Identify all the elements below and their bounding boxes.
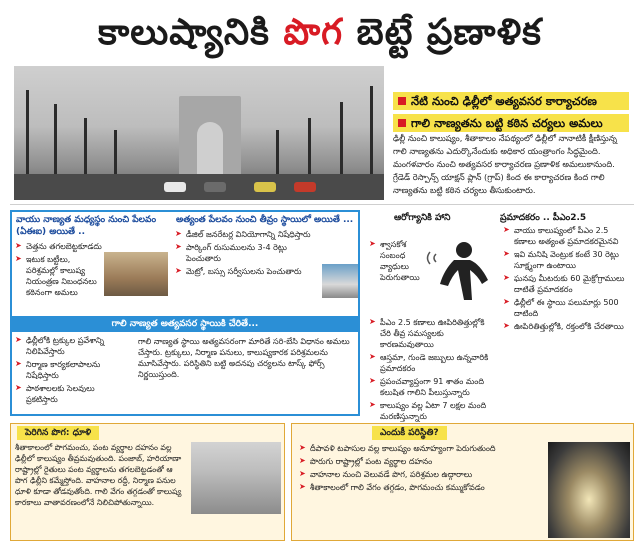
highlight-2: గాలి నాణ్యతను బట్టి కఠిన చర్యలు అమలు <box>393 114 629 132</box>
india-gate-smog-photo <box>14 66 384 200</box>
metro-train-photo <box>322 264 358 298</box>
brick-kiln-photo <box>104 252 168 296</box>
list-item: ➤ కాలుష్యం వల్ల ఏటా 7 లక్షల మంది మరణిస్తున్నారు <box>366 399 494 423</box>
action-plan-box <box>10 210 360 416</box>
emergency-section <box>12 334 358 414</box>
poor-level-title: వాయు నాణ్యత మధ్యస్థం నుంచి పేలవం (ఏఈఐ) అయితే .. <box>16 215 157 237</box>
why-header: ఎందుకీ పరిస్థితి? <box>372 426 447 440</box>
list-item: ➤ ఢిల్లీలోకి ట్రక్కుల ప్రవేశాన్ని నిలిపివేస్తారు <box>12 334 132 358</box>
coughing-person-icon <box>424 240 492 314</box>
emergency-bar: గాలి నాణ్యత అత్యవసర స్థాయికి చేరితే... <box>12 316 358 332</box>
list-item: ➤ ఊపిరితిత్తుల్లోకి, రక్తంలోకి చేరతాయి <box>500 320 634 333</box>
list-item: ➤ దీపావళి టపాసుల వల్ల కాలుష్యం అనూహ్యంగా పెరుగుతుంది <box>296 442 544 455</box>
smoke-dust-header: పెరిగిన పొగ: ధూళి <box>17 426 99 440</box>
list-item: ➤ ఆస్తమా, గుండె జబ్బులు ఉన్నవారికి ప్రమాదకరం <box>366 351 494 375</box>
list-item: ➤ ఇవి మనిషి వెంట్రుక కంటే 30 రెట్లు సూక్ష్మంగా ఉంటాయి <box>500 248 634 272</box>
list-item: ➤ మెట్రో, బస్సు సర్వీసులను పెంచుతారు <box>172 265 318 278</box>
list-item: ➤ శీతాకాలంలో గాలి వేగం తగ్గడం, పొగమంచు కమ్ముకోవడం <box>296 481 544 494</box>
smoke-dust-text: శీతాకాలంలో పొగమంచు, పంట వ్యర్థాల దహనం వల్ల ఢిల్లీలో కాలుష్యం తీవ్రమవుతుంది. పంజాబ్, హరియాణా రాష్ట్రాల్లో రైతులు పంట వ్యర్థాలను తగలబెట్టడంతో ఆ పొగ ఢిల్లీని కమ్మేస్తోంది. వాహనాల రద్దీ, నిర్మాణ పనుల ధూళి కూడా తోడవుతోంది. గాలి వేగం తగ్గడంతో కాలుష్య కారకాలు వాతావరణంలోనే నిలిచిపోతున్నాయి. <box>15 443 182 507</box>
list-item: ➤ వాహనాల నుంచి వెలువడే పొగ, పరిశ్రమల ఉద్గారాలు <box>296 468 544 481</box>
emergency-list <box>12 334 132 414</box>
pm25-column <box>500 212 634 417</box>
severe-level-column <box>172 212 360 316</box>
list-item: ➤ పీఎం 2.5 కణాలు ఊపిరితిత్తుల్లోకి చేరి తీవ్ర సమస్యలకు కారణమవుతాయి <box>366 316 494 351</box>
list-item: ➤ పొరుగు రాష్ట్రాల్లో పంట వ్యర్థాల దహనం <box>296 455 544 468</box>
list-item: ➤ ఢిల్లీలో ఈ స్థాయి పలుమార్లు 500 దాటింది <box>500 296 634 320</box>
poor-level-column <box>12 212 170 316</box>
list-item: ➤ నిర్మాణ కార్యకలాపాలను నిషేధిస్తారు <box>12 358 132 382</box>
health-column <box>366 212 494 422</box>
headline <box>0 0 640 66</box>
intro-paragraph: ఢిల్లీ నుంచి కాలుష్యం, శీతాకాలం నేపథ్యంలో ఢిల్లీలో నానాటికీ క్షీణిస్తున్న గాలి నాణ్యతను ఎదుర్కొనేందుకు అధికార యంత్రాంగం సిద్ధమైంది. మంగళవారం నుంచి అత్యవసర కార్యాచరణ ప్రణాళిక అమలుకానుంది. గ్రేడెడ్ రెస్పాన్స్ యాక్షన్ ప్లాన్ (గ్రాప్) కింద ఈ కార్యాచరణ కింద గాలి నాణ్యతను బట్టి కఠిన చర్యలు తీసుకుంటారు. <box>393 133 618 195</box>
list-item: ➤ పాఠశాలలకు సెలవులు ప్రకటిస్తారు <box>12 382 132 406</box>
bullet-square-icon <box>398 119 406 127</box>
highlight-1: నేటి నుంచి ఢిల్లీలో అత్యవసర కార్యాచరణ <box>393 92 629 110</box>
firecracker-photo <box>548 442 630 538</box>
health-title: ఆరోగ్యానికి హాని <box>394 213 451 223</box>
list-item: ➤ పార్కింగ్ రుసుములను 3-4 రెట్లు పెంచుతారు <box>172 241 318 265</box>
list-item: ➤ డీజిల్ జనరేటర్ల వినియోగాన్ని నిషేధిస్తారు <box>172 228 318 241</box>
severe-level-title: అత్యంత పేలవం నుంచి తీవ్రం స్థాయిలో అయితే ... <box>176 215 354 225</box>
list-item: ➤ చెత్తను తగలబెట్టకూడదు <box>12 240 108 253</box>
list-item: ➤ శ్వాసకోశ సంబంధ వ్యాధులు పెరుగుతాయి <box>366 238 424 284</box>
list-item: ➤ ఘనపు మీటరుకు 60 మైక్రోగ్రాములు దాటితే ప్రమాదకరం <box>500 272 634 296</box>
india-gate-shape <box>179 96 241 180</box>
toll-plaza-smog-photo <box>191 442 281 514</box>
why-list <box>296 442 544 540</box>
list-item: ➤ ప్రపంచవ్యాప్తంగా 91 శాతం మంది కలుషిత గాలిని పీలుస్తున్నారు <box>366 375 494 399</box>
bullet-square-icon <box>398 97 406 105</box>
why-box <box>291 423 634 541</box>
headline-part1: కాలుష్యానికి <box>98 12 284 53</box>
road <box>14 174 384 200</box>
emergency-text: గాలి నాణ్యత స్థాయి అత్యవసరంగా మారితే సరి-బేసి విధానం అమలు చేస్తారు. ట్రక్కులు, నిర్మాణ పనులు, కాలుష్యకారక పరిశ్రమలను మూసివేస్తారు. పరిస్థితిని బట్టి అదనపు చర్యలను టాస్క్ ఫోర్స్ నిర్ణయిస్తుంది. <box>138 337 350 379</box>
headline-part3: బెట్టే ప్రణాళిక <box>343 12 542 53</box>
smoke-dust-box <box>10 423 285 541</box>
headline-accent: పొగ <box>283 12 344 53</box>
list-item: ➤ వాయు కాలుష్యంలో పీఎం 2.5 కణాలు అత్యంత ప్రమాదకరమైనవి <box>500 224 634 248</box>
list-item: ➤ ఇటుక బట్టీలు, పరిశ్రమల్లో కాలుష్య నియంత్రణ నిబంధనలు కఠినంగా అమలు <box>12 253 108 299</box>
divider <box>10 204 634 205</box>
pm25-title: ప్రమాదకరం .. పీఎం2.5 <box>500 213 587 223</box>
